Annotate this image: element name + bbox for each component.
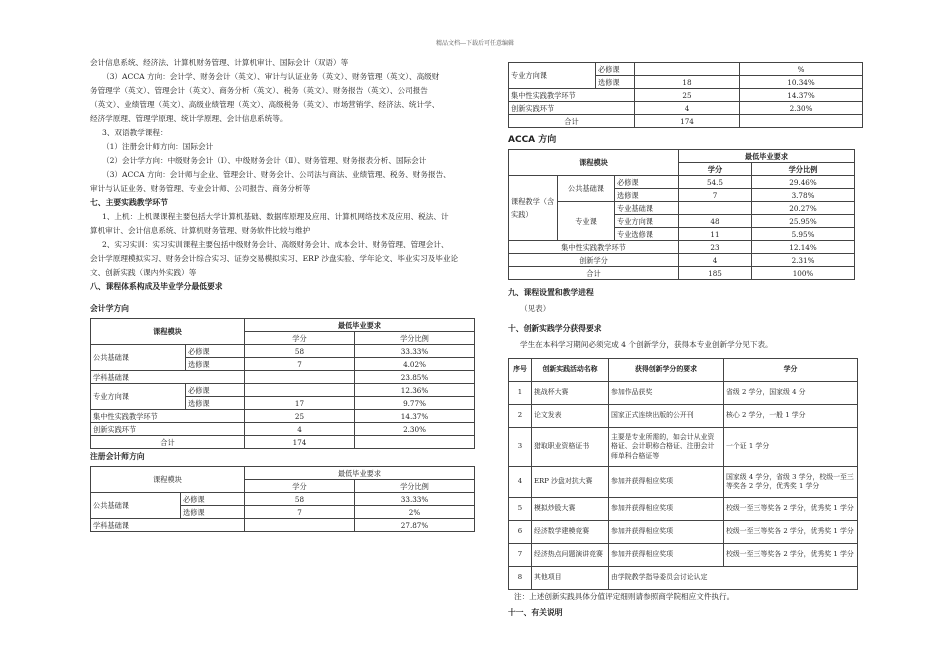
- cell-credits: 7: [245, 358, 355, 371]
- page-header: 精品文档---下载后可任意编辑: [435, 40, 515, 47]
- cell-credits: 核心 2 学分，一般 1 学分: [724, 405, 858, 428]
- th-ratio: 学分比例: [752, 163, 855, 176]
- text-line: （英文）、业绩管理（英文）、高级业绩管理（英文）、高级税务（英文）、市场营销学、经济法、统计学、: [90, 100, 440, 109]
- cell-credits: 17: [245, 397, 355, 410]
- cell-ratio: 29.46%: [752, 176, 855, 189]
- cell-ratio: %: [740, 63, 863, 76]
- cell-ratio: 4.02%: [355, 358, 475, 371]
- cell-credits: 校级一至三等奖各 2 学分，优秀奖 1 学分: [724, 521, 858, 544]
- cell-credits: 174: [635, 115, 740, 128]
- cell-activity: 论文发表: [532, 405, 609, 428]
- cell-credits: [679, 202, 752, 215]
- cell-requirement: 参加并获得相应奖项: [609, 544, 724, 567]
- th-credits: 学分: [245, 332, 355, 345]
- text-line: 会计信息系统、经济法、计算机财务管理、计算机审计、国际会计（双语）等: [90, 58, 349, 67]
- th-ratio: 学分比例: [355, 332, 475, 345]
- cell-credits: 一个证 1 学分: [724, 428, 858, 467]
- cell-type: 选修课: [186, 397, 245, 410]
- cell-credits: [635, 63, 740, 76]
- th-module: 课程模块: [509, 150, 679, 176]
- text-line: 学生在本科学习期间必须完成 4 个创新学分，获得本专业创新学分见下表。: [520, 340, 773, 349]
- cell-ratio: 33.33%: [355, 493, 475, 506]
- cell-activity: 挑战杯大赛: [532, 382, 609, 405]
- cell-requirement: 参加并获得相应奖项: [609, 521, 724, 544]
- cell-activity: 模拟炒股大赛: [532, 498, 609, 521]
- cell-ratio: 12.14%: [752, 241, 855, 254]
- th-min-req: 最低毕业要求: [679, 150, 855, 163]
- cell-credits: 11: [679, 228, 752, 241]
- cell-module: 专业方向课: [91, 384, 186, 410]
- cell-requirement: 参加并获得相应奖项: [609, 467, 724, 498]
- cell-ratio: 9.77%: [355, 397, 475, 410]
- credits-table-acca: [508, 149, 855, 280]
- cell-credits: 4: [635, 102, 740, 115]
- cell-ratio: 3.78%: [752, 189, 855, 202]
- cell-group: 课程教学（含实践）: [509, 176, 558, 241]
- cell-credits: 58: [245, 493, 355, 506]
- cell-type: 必修课: [186, 345, 245, 358]
- cell-ratio: 12.36%: [355, 384, 475, 397]
- cell-index: 7: [509, 544, 532, 567]
- th-index: 序号: [509, 359, 532, 382]
- cell-credits: 省级 2 学分，国家级 4 分: [724, 382, 858, 405]
- cell-index: 6: [509, 521, 532, 544]
- cell-type: 选修课: [186, 358, 245, 371]
- section-heading-7: 七、主要实践教学环节: [90, 198, 168, 207]
- table-note: 注：上述创新实践具体分值评定细则请参照商学院相应文件执行。: [514, 592, 735, 601]
- text-line: 算机审计、会计信息系统、计算机财务管理、财务软件比较与维护: [90, 226, 311, 235]
- cell-module: 公共基础课: [91, 345, 186, 371]
- cell-ratio: 2.30%: [740, 102, 863, 115]
- table-title-cpa: 注册会计师方向: [90, 452, 145, 461]
- text-line: 审计与认证业务、财务管理、专业会计师、公司报告、商务分析等: [90, 184, 311, 193]
- cell-credits: 23: [679, 241, 752, 254]
- cell-ratio: 23.85%: [355, 371, 475, 384]
- cell-module: 创新学分: [509, 254, 679, 267]
- cell-credits: [245, 371, 355, 384]
- text-line: 2、实习实训：实习实训课程主要包括中级财务会计、高级财务会计、成本会计、财务管理、管理会计、: [102, 240, 449, 249]
- cell-module: 专业方向课: [509, 63, 596, 89]
- innovation-credits-table: [508, 358, 858, 590]
- cell-type: 专业方向课: [615, 215, 679, 228]
- cell-type: 必修课: [181, 493, 245, 506]
- cell-ratio: 2%: [355, 506, 475, 519]
- cell-module: 创新实践环节: [91, 423, 245, 436]
- th-credits: 学分: [245, 480, 355, 493]
- table-row: [509, 521, 858, 544]
- section-heading-9: 九、课程设置和教学进程: [508, 288, 594, 297]
- credits-table-accounting: [90, 318, 475, 449]
- cell-requirement: 由学院教学指导委员会讨论认定: [609, 567, 858, 590]
- text-line: （见表）: [520, 304, 551, 313]
- table-row: [509, 467, 858, 498]
- cell-index: 1: [509, 382, 532, 405]
- cell-credits: 58: [245, 345, 355, 358]
- th-credits: 学分: [724, 359, 858, 382]
- cell-module: 公共基础课: [558, 176, 615, 202]
- cell-type: 专业基础课: [615, 202, 679, 215]
- table-row: [509, 544, 858, 567]
- table-row: [509, 567, 858, 590]
- cell-credits: [245, 519, 355, 532]
- cell-requirement: 主要是专业所需的，如会计从业资格证、会计职称合格证、注册会计师单科合格证等: [609, 428, 724, 467]
- th-module: 课程模块: [91, 467, 245, 493]
- credits-table-cpa: [90, 466, 475, 532]
- cell-credits: 4: [679, 254, 752, 267]
- th-ratio: 学分比例: [355, 480, 475, 493]
- text-line: 会计学原理模拟实习、财务会计综合实习、证券交易模拟实习、ERP 沙盘实验、学年论文、毕业实习及毕业论: [90, 254, 459, 263]
- cell-module: 学科基础课: [91, 519, 245, 532]
- cell-credits: 18: [635, 76, 740, 89]
- th-min-req: 最低毕业要求: [245, 319, 475, 332]
- cell-module: 集中性实践教学环节: [509, 89, 635, 102]
- cell-ratio: 2.30%: [355, 423, 475, 436]
- cell-credits: 25: [245, 410, 355, 423]
- cell-credits: [245, 384, 355, 397]
- section-heading-8: 八、课程体系构成及毕业学分最低要求: [90, 282, 223, 291]
- cell-ratio: 27.87%: [355, 519, 475, 532]
- th-requirement: 获得创新学分的要求: [609, 359, 724, 382]
- cell-index: 4: [509, 467, 532, 498]
- cell-module: 创新实践环节: [509, 102, 635, 115]
- section-heading-11: 十一、有关说明: [508, 608, 563, 617]
- cell-module: 集中性实践教学环节: [509, 241, 679, 254]
- cell-index: 5: [509, 498, 532, 521]
- text-line: 文、创新实践（课内外实践）等: [90, 268, 197, 277]
- cell-type: 选修课: [181, 506, 245, 519]
- text-line: （1）注册会计师方向：国际会计: [102, 142, 214, 151]
- cell-ratio: 25.95%: [752, 215, 855, 228]
- text-line: 经济学原理、管理学原理、统计学原理、会计信息系统等。: [90, 114, 288, 123]
- th-activity: 创新实践活动名称: [532, 359, 609, 382]
- cell-total-label: 合计: [91, 436, 245, 449]
- cell-index: 3: [509, 428, 532, 467]
- cell-credits: 174: [245, 436, 355, 449]
- cell-ratio: 5.95%: [752, 228, 855, 241]
- cell-activity: ERP 沙盘对抗大赛: [532, 467, 609, 498]
- cell-credits: 7: [245, 506, 355, 519]
- text-line: 3、双语教学课程：: [102, 128, 168, 137]
- cell-ratio: 10.34%: [740, 76, 863, 89]
- left-column: [90, 56, 475, 532]
- cell-activity: 猎取职业资格证书: [532, 428, 609, 467]
- cell-credits: 25: [635, 89, 740, 102]
- text-line: （3）ACCA 方向：会计师与企业、管理会计、财务会计、公司法与商法、业绩管理、税务、财务报告、: [102, 170, 451, 179]
- cell-credits: 国家级 4 学分，省级 3 学分，校级一至三等奖各 2 学分，优秀奖 1 学分: [724, 467, 858, 498]
- cell-ratio: 100%: [752, 267, 855, 280]
- text-line: （2）会计学方向：中级财务会计（Ⅰ）、中级财务会计（Ⅱ）、财务管理、财务报表分析、国际会计: [102, 156, 427, 165]
- cell-ratio: 14.37%: [740, 89, 863, 102]
- cell-module: 公共基础课: [91, 493, 181, 519]
- cell-total-label: 合计: [509, 115, 635, 128]
- text-line: （3）ACCA 方向：会计学、财务会计（英文）、审计与认证业务（英文）、财务管理（英文）、高级财: [102, 72, 440, 81]
- cell-type: 选修课: [596, 76, 635, 89]
- cell-index: 8: [509, 567, 532, 590]
- credits-table-cpa-cont: [508, 62, 863, 128]
- section-heading-10: 十、创新实践学分获得要求: [508, 324, 602, 333]
- cell-ratio: [355, 436, 475, 449]
- th-credits: 学分: [679, 163, 752, 176]
- cell-module: 专业课: [558, 202, 615, 241]
- cell-ratio: 20.27%: [752, 202, 855, 215]
- cell-credits: 校级一至三等奖各 2 学分，优秀奖 1 学分: [724, 544, 858, 567]
- cell-type: 必修课: [615, 176, 679, 189]
- table-title-acca: ACCA 方向: [508, 135, 557, 145]
- table-row: [509, 428, 858, 467]
- cell-requirement: 国家正式连续出版的公开刊: [609, 405, 724, 428]
- cell-type: 必修课: [186, 384, 245, 397]
- cell-total-label: 合计: [509, 267, 679, 280]
- right-column: [508, 62, 858, 620]
- text-line: 务管理学（英文）、管理会计（英文）、商务分析（英文）、税务（英文）、财务报告（英文）、公司报告: [90, 86, 428, 95]
- th-module: 课程模块: [91, 319, 245, 345]
- cell-ratio: 2.31%: [752, 254, 855, 267]
- cell-index: 2: [509, 405, 532, 428]
- cell-ratio: [740, 115, 863, 128]
- th-min-req: 最低毕业要求: [245, 467, 475, 480]
- cell-requirement: 参加并获得相应奖项: [609, 498, 724, 521]
- cell-credits: 校级一至三等奖各 2 学分，优秀奖 1 学分: [724, 498, 858, 521]
- cell-type: 选修课: [615, 189, 679, 202]
- cell-activity: 经济数学建模竞赛: [532, 521, 609, 544]
- table-row: [509, 405, 858, 428]
- cell-requirement: 参加作品获奖: [609, 382, 724, 405]
- cell-credits: 54.5: [679, 176, 752, 189]
- cell-credits: 185: [679, 267, 752, 280]
- cell-type: 专业选修课: [615, 228, 679, 241]
- table-row: [509, 498, 858, 521]
- cell-ratio: 33.33%: [355, 345, 475, 358]
- cell-type: 必修课: [596, 63, 635, 76]
- cell-ratio: 14.37%: [355, 410, 475, 423]
- cell-credits: 7: [679, 189, 752, 202]
- table-title-accounting: 会计学方向: [90, 304, 129, 313]
- cell-credits: 4: [245, 423, 355, 436]
- cell-credits: 48: [679, 215, 752, 228]
- text-line: 1、上机：上机课课程主要包括大学计算机基础、数据库原理及应用、计算机网络技术及应用、税法、计: [102, 212, 449, 221]
- cell-module: 集中性实践教学环节: [91, 410, 245, 423]
- cell-activity: 其他项目: [532, 567, 609, 590]
- cell-activity: 经济热点问题演讲竞赛: [532, 544, 609, 567]
- table-row: [509, 382, 858, 405]
- cell-module: 学科基础课: [91, 371, 245, 384]
